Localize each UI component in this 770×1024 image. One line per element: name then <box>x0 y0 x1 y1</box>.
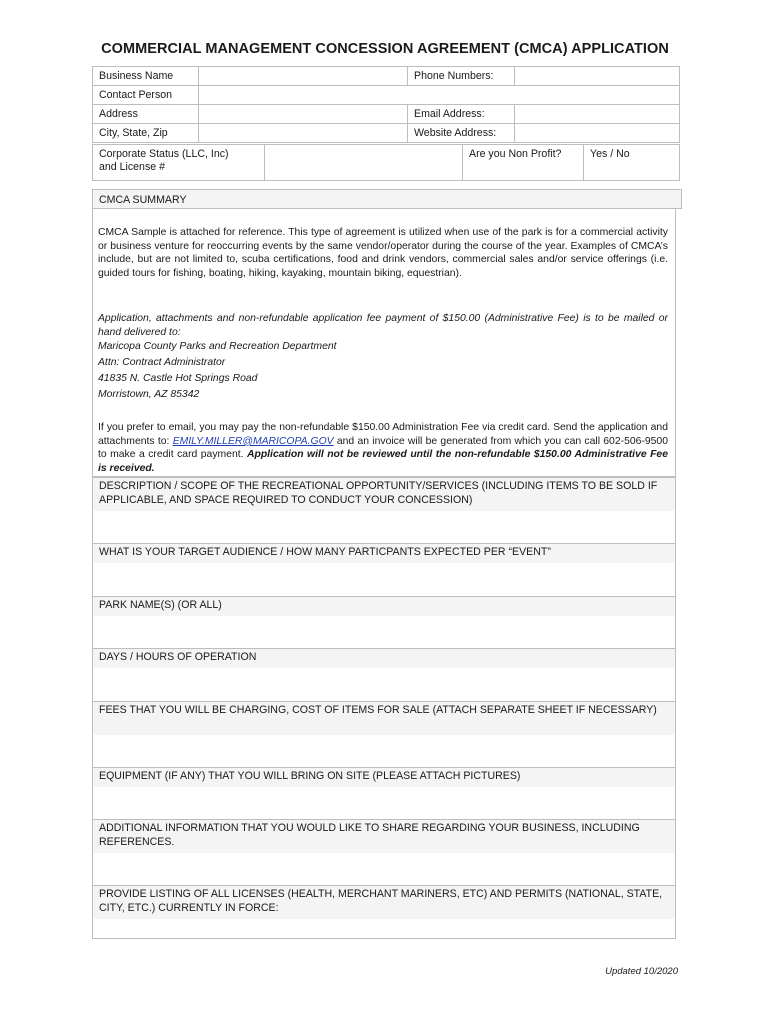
summary-heading: CMCA SUMMARY <box>92 189 682 209</box>
updated-date: Updated 10/2020 <box>605 966 678 977</box>
question-licenses-permits: PROVIDE LISTING OF ALL LICENSES (HEALTH, MERCHANT MARINERS, ETC) AND PERMITS (NATIONAL, STATE, CITY, ETC.) CURRENTLY IN FORCE: <box>92 885 676 920</box>
corporate-status-field[interactable] <box>265 145 463 181</box>
question-days-hours: DAYS / HOURS OF OPERATION <box>92 648 676 669</box>
summary-paragraph-3 <box>98 421 668 476</box>
question-target-audience: WHAT IS YOUR TARGET AUDIENCE / HOW MANY PARTICPANTS EXPECTED PER “EVENT” <box>92 543 676 564</box>
summary-paragraph-1: CMCA Sample is attached for reference. This type of agreement is utilized when use of the park is for a commercial activity or business venture for reoccurring events by the same vendor/operator during the course of the year. Examples of CMCA’s include, but are not limited to, scuba certifications, food and drink vendors, commercial sales and/or service offerings (i.e. guided tours for fishing, boating, hiking, kayaking, mountain biking, equestrian). <box>98 227 668 280</box>
phone-numbers-field[interactable] <box>515 67 680 86</box>
non-profit-label: Are you Non Profit? <box>463 145 584 181</box>
address-label: Address <box>93 105 199 124</box>
city-state-zip-field[interactable] <box>199 124 408 143</box>
answer-licenses-permits[interactable] <box>92 919 676 939</box>
contact-person-field[interactable] <box>199 86 680 105</box>
answer-additional-info[interactable] <box>92 853 676 886</box>
question-park-names: PARK NAME(S) (OR ALL) <box>92 596 676 617</box>
mailing-address-line-2: Attn: Contract Administrator <box>98 357 226 368</box>
mailing-address-line-1: Maricopa County Parks and Recreation Department <box>98 341 337 352</box>
mailing-address-line-3: 41835 N. Castle Hot Springs Road <box>98 373 258 384</box>
business-name-label: Business Name <box>93 67 199 86</box>
corporate-status-table <box>92 144 680 181</box>
business-name-field[interactable] <box>199 67 408 86</box>
website-address-label: Website Address: <box>408 124 515 143</box>
corporate-status-line1: Corporate Status (LLC, Inc) <box>99 148 229 160</box>
email-address-label: Email Address: <box>408 105 515 124</box>
question-additional-info: ADDITIONAL INFORMATION THAT YOU WOULD LIKE TO SHARE REGARDING YOUR BUSINESS, INCLUDING REFERENCES. <box>92 819 676 854</box>
question-description-scope: DESCRIPTION / SCOPE OF THE RECREATIONAL OPPORTUNITY/SERVICES (INCLUDING ITEMS TO BE SOLD IF APPLICABLE, AND SPACE REQUIRED TO CONDUCT YOUR CONCESSION) <box>92 477 676 512</box>
answer-fees[interactable] <box>92 735 676 768</box>
page-title: COMMERCIAL MANAGEMENT CONCESSION AGREEMENT (CMCA) APPLICATION <box>101 41 669 57</box>
non-profit-choice[interactable]: Yes / No <box>584 145 680 181</box>
answer-park-names[interactable] <box>92 616 676 649</box>
answer-equipment[interactable] <box>92 787 676 820</box>
phone-numbers-label: Phone Numbers: <box>408 67 515 86</box>
question-equipment: EQUIPMENT (IF ANY) THAT YOU WILL BRING ON SITE (PLEASE ATTACH PICTURES) <box>92 767 676 788</box>
contact-person-label: Contact Person <box>93 86 199 105</box>
payment-instructions-text: and an invoice will be generated from which you can call 602-506-9500 to make a credit card payment. <box>98 435 668 461</box>
answer-description-scope[interactable] <box>92 511 676 544</box>
website-address-field[interactable] <box>515 124 680 143</box>
answer-target-audience[interactable] <box>92 563 676 597</box>
contact-email-link[interactable]: EMILY.MILLER@MARICOPA.GOV <box>172 435 334 447</box>
corporate-status-line2: and License # <box>99 161 165 173</box>
address-field[interactable] <box>199 105 408 124</box>
fee-warning-text: Application will not be reviewed until the non-refundable $150.00 Administrative Fee is received. <box>98 449 668 475</box>
email-address-field[interactable] <box>515 105 680 124</box>
city-state-zip-label: City, State, Zip <box>93 124 199 143</box>
mailing-address-line-4: Morristown, AZ 85342 <box>98 389 200 400</box>
question-fees: FEES THAT YOU WILL BE CHARGING, COST OF ITEMS FOR SALE (ATTACH SEPARATE SHEET IF NECESSARY) <box>92 701 676 736</box>
answer-days-hours[interactable] <box>92 668 676 702</box>
email-instructions-text: If you prefer to email, you may pay the non-refundable $150.00 Administration Fee via credit card. Send the application and attachments to: <box>98 422 668 447</box>
summary-paragraph-2: Application, attachments and non-refundable application fee payment of $150.00 (Administrative Fee) is to be mailed or hand delivered to: <box>98 313 668 338</box>
corporate-status-label <box>93 145 265 181</box>
business-info-table <box>92 66 680 143</box>
